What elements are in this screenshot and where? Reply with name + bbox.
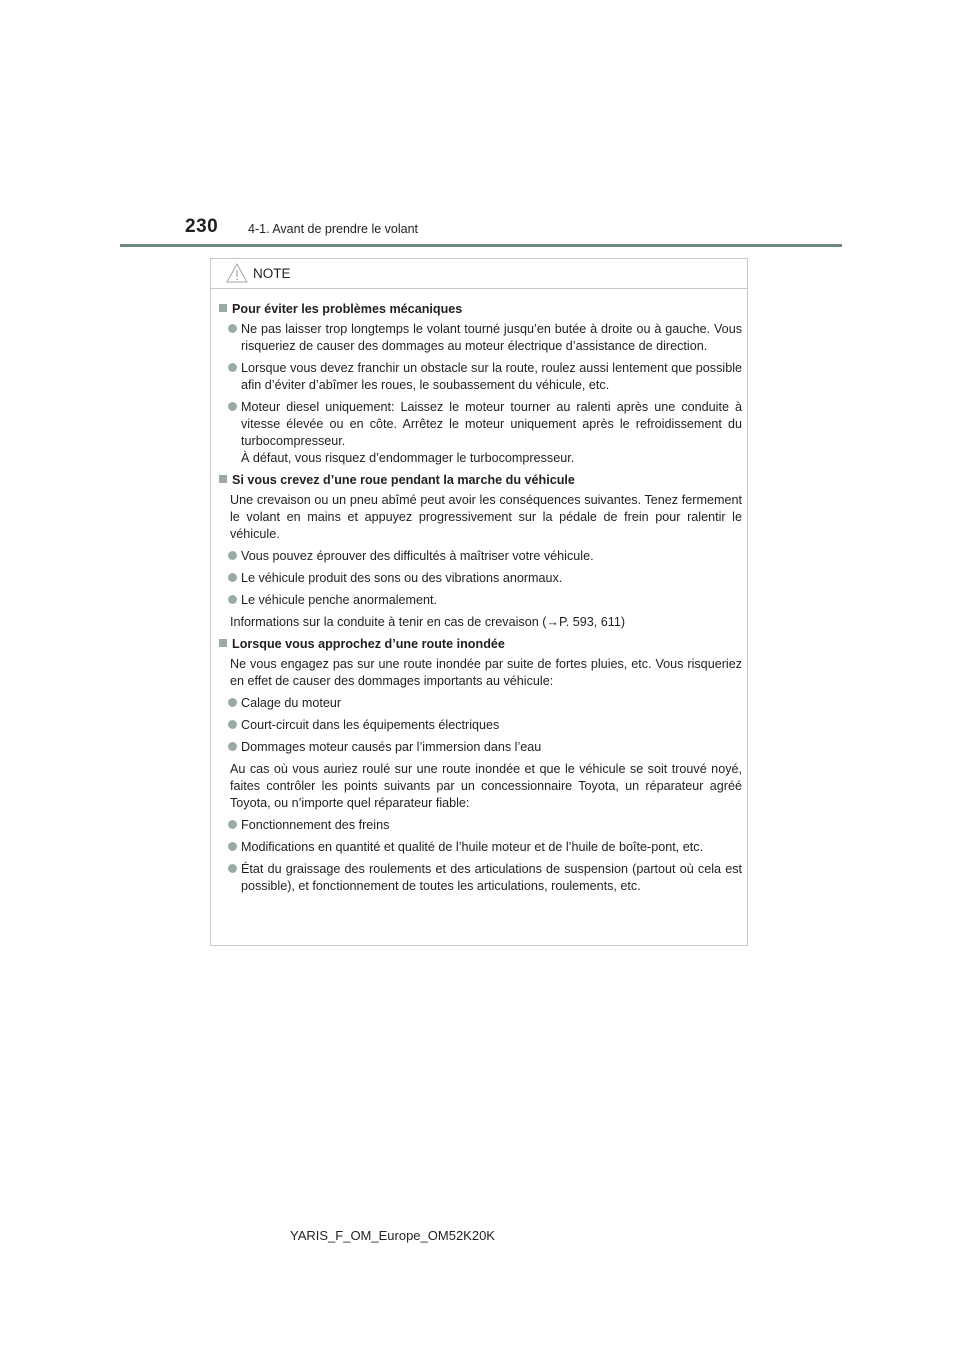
- circle-bullet-icon: [228, 820, 237, 829]
- circle-bullet-icon: [228, 551, 237, 560]
- list-item-text: Ne pas laisser trop longtemps le volant tourné jusqu’en butée à droite ou à gauche. Vous risqueriez de causer des dommages au moteur électrique d’assistance de direction.: [241, 322, 742, 353]
- circle-bullet-icon: [228, 324, 237, 333]
- list-item: [219, 739, 742, 756]
- paragraph: Ne vous engagez pas sur une route inondée par suite de fortes pluies, etc. Vous risqueriez en effet de causer des dommages importants au véhicule:: [230, 657, 742, 688]
- note-label: NOTE: [253, 266, 291, 281]
- square-bullet-icon: [219, 475, 227, 483]
- page-number: 230: [185, 216, 219, 237]
- list-item: [219, 861, 742, 895]
- note-body: [211, 289, 747, 895]
- list-item-text: Vous pouvez éprouver des difficultés à maîtriser votre véhicule.: [241, 549, 594, 563]
- list-item: [219, 548, 742, 565]
- list-item: [219, 321, 742, 355]
- circle-bullet-icon: [228, 698, 237, 707]
- topic-title: Si vous crevez d’une roue pendant la marche du véhicule: [232, 473, 575, 487]
- topic-title: Lorsque vous approchez d’une route inondée: [232, 637, 505, 651]
- topic-heading: [219, 301, 742, 318]
- topic-heading: [219, 472, 742, 489]
- circle-bullet-icon: [228, 595, 237, 604]
- footer-doc-id: YARIS_F_OM_Europe_OM52K20K: [290, 1228, 495, 1243]
- paragraph: Une crevaison ou un pneu abîmé peut avoir les conséquences suivantes. Tenez fermement le volant en mains et appuyez progressivement sur la pédale de frein pour ralentir le véhicule.: [230, 493, 742, 541]
- list-item: [219, 817, 742, 834]
- list-item: [219, 717, 742, 734]
- topic-heading: [219, 636, 742, 653]
- list-item: [219, 399, 742, 467]
- topic-title: Pour éviter les problèmes mécaniques: [232, 302, 463, 316]
- paragraph: Informations sur la conduite à tenir en cas de crevaison (→P. 593, 611): [230, 615, 626, 629]
- note-header: [211, 259, 747, 289]
- list-item-text: Le véhicule penche anormalement.: [241, 593, 438, 607]
- list-item-text: Calage du moteur: [241, 696, 342, 710]
- list-item-text: Moteur diesel uniquement: Laissez le moteur tourner au ralenti après une conduite à vitesse élevée ou en côte. Arrêtez le moteur uniquement après le refroidissement du turbocompresseur. À défaut, vous risquez d’endommager le turbocompresseur.: [241, 400, 742, 465]
- list-item-text: Modifications en quantité et qualité de l’huile moteur et de l’huile de boîte-pont, etc.: [241, 840, 704, 854]
- list-item-text: Fonctionnement des freins: [241, 818, 390, 832]
- list-item-text: Court-circuit dans les équipements électriques: [241, 718, 500, 732]
- section-title: 4-1. Avant de prendre le volant: [248, 222, 419, 236]
- circle-bullet-icon: [228, 742, 237, 751]
- list-item-text: Dommages moteur causés par l’immersion dans l’eau: [241, 740, 542, 754]
- list-item: [219, 570, 742, 587]
- list-item: [219, 695, 742, 712]
- header-rule: [120, 244, 842, 247]
- square-bullet-icon: [219, 639, 227, 647]
- paragraph: Au cas où vous auriez roulé sur une route inondée et que le véhicule se soit trouvé noyé, faites contrôler les points suivants par un concessionnaire Toyota, un réparateur agréé Toyota, ou n’importe quel réparateur fiable:: [230, 762, 742, 810]
- circle-bullet-icon: [228, 842, 237, 851]
- circle-bullet-icon: [228, 573, 237, 582]
- circle-bullet-icon: [228, 402, 237, 411]
- list-item-text: Lorsque vous devez franchir un obstacle sur la route, roulez aussi lentement que possible afin d’éviter d’abîmer les roues, le soubassement du véhicule, etc.: [241, 361, 742, 392]
- warning-triangle-icon: [226, 263, 248, 283]
- list-item-text: Le véhicule produit des sons ou des vibrations anormaux.: [241, 571, 563, 585]
- list-item: [219, 592, 742, 609]
- circle-bullet-icon: [228, 363, 237, 372]
- list-item: [219, 839, 742, 856]
- circle-bullet-icon: [228, 864, 237, 873]
- list-item: [219, 360, 742, 394]
- square-bullet-icon: [219, 304, 227, 312]
- list-item-text: État du graissage des roulements et des articulations de suspension (partout où cela est possible), et fonctionnement de toutes les articulations, roulements, etc.: [241, 862, 742, 893]
- note-box: [210, 258, 748, 946]
- circle-bullet-icon: [228, 720, 237, 729]
